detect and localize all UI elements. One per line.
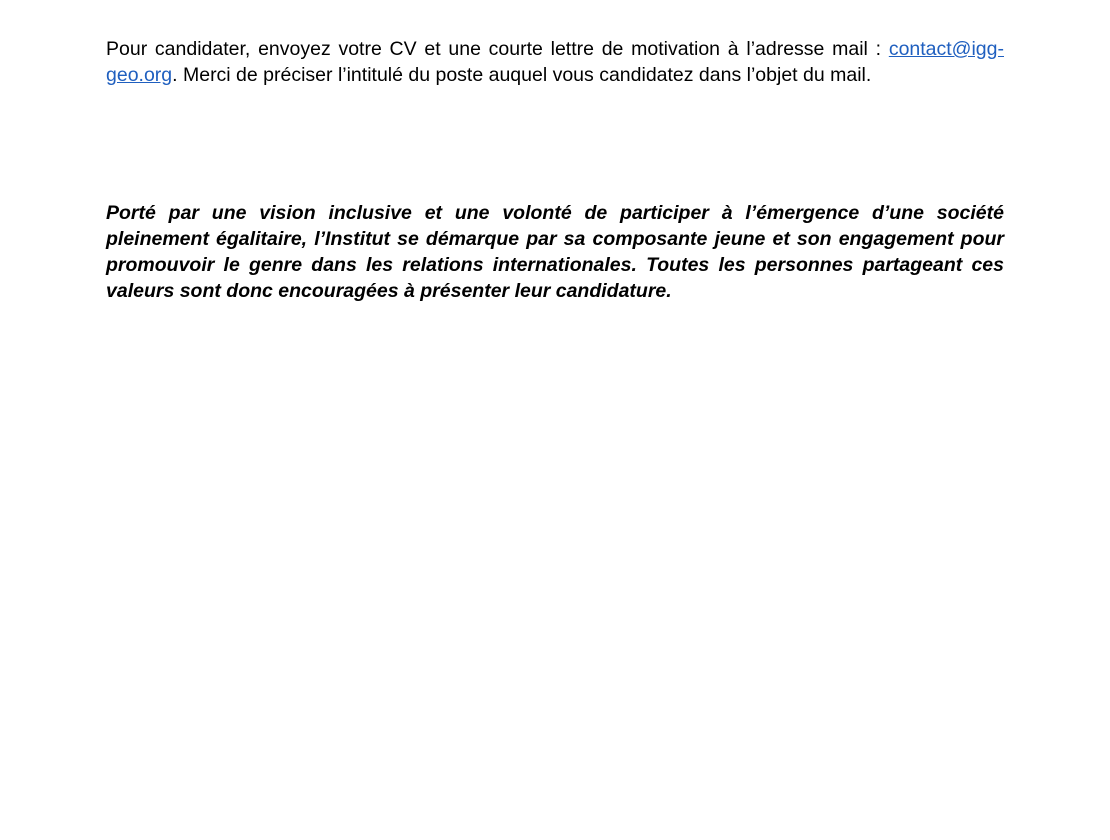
application-outro-text: . Merci de préciser l’intitulé du poste auquel vous candidatez dans l’objet du mail. (172, 64, 872, 86)
application-intro-text: Pour candidater, envoyez votre CV et une courte lettre de motivation à l’adresse mail : (106, 38, 889, 60)
contact-email-link[interactable]: contact@igg-geo.org (106, 38, 1004, 86)
inclusion-statement: Porté par une vision inclusive et une volonté de participer à l’émergence d’une société pleinement égalitaire, l’Institut se démarque par sa composante jeune et son engagement pour promouvoir le genre dans les relations internationales. Toutes les personnes partageant ces valeurs sont donc encouragées à présenter leur candidature. (106, 202, 1004, 302)
application-instructions (106, 36, 1004, 88)
